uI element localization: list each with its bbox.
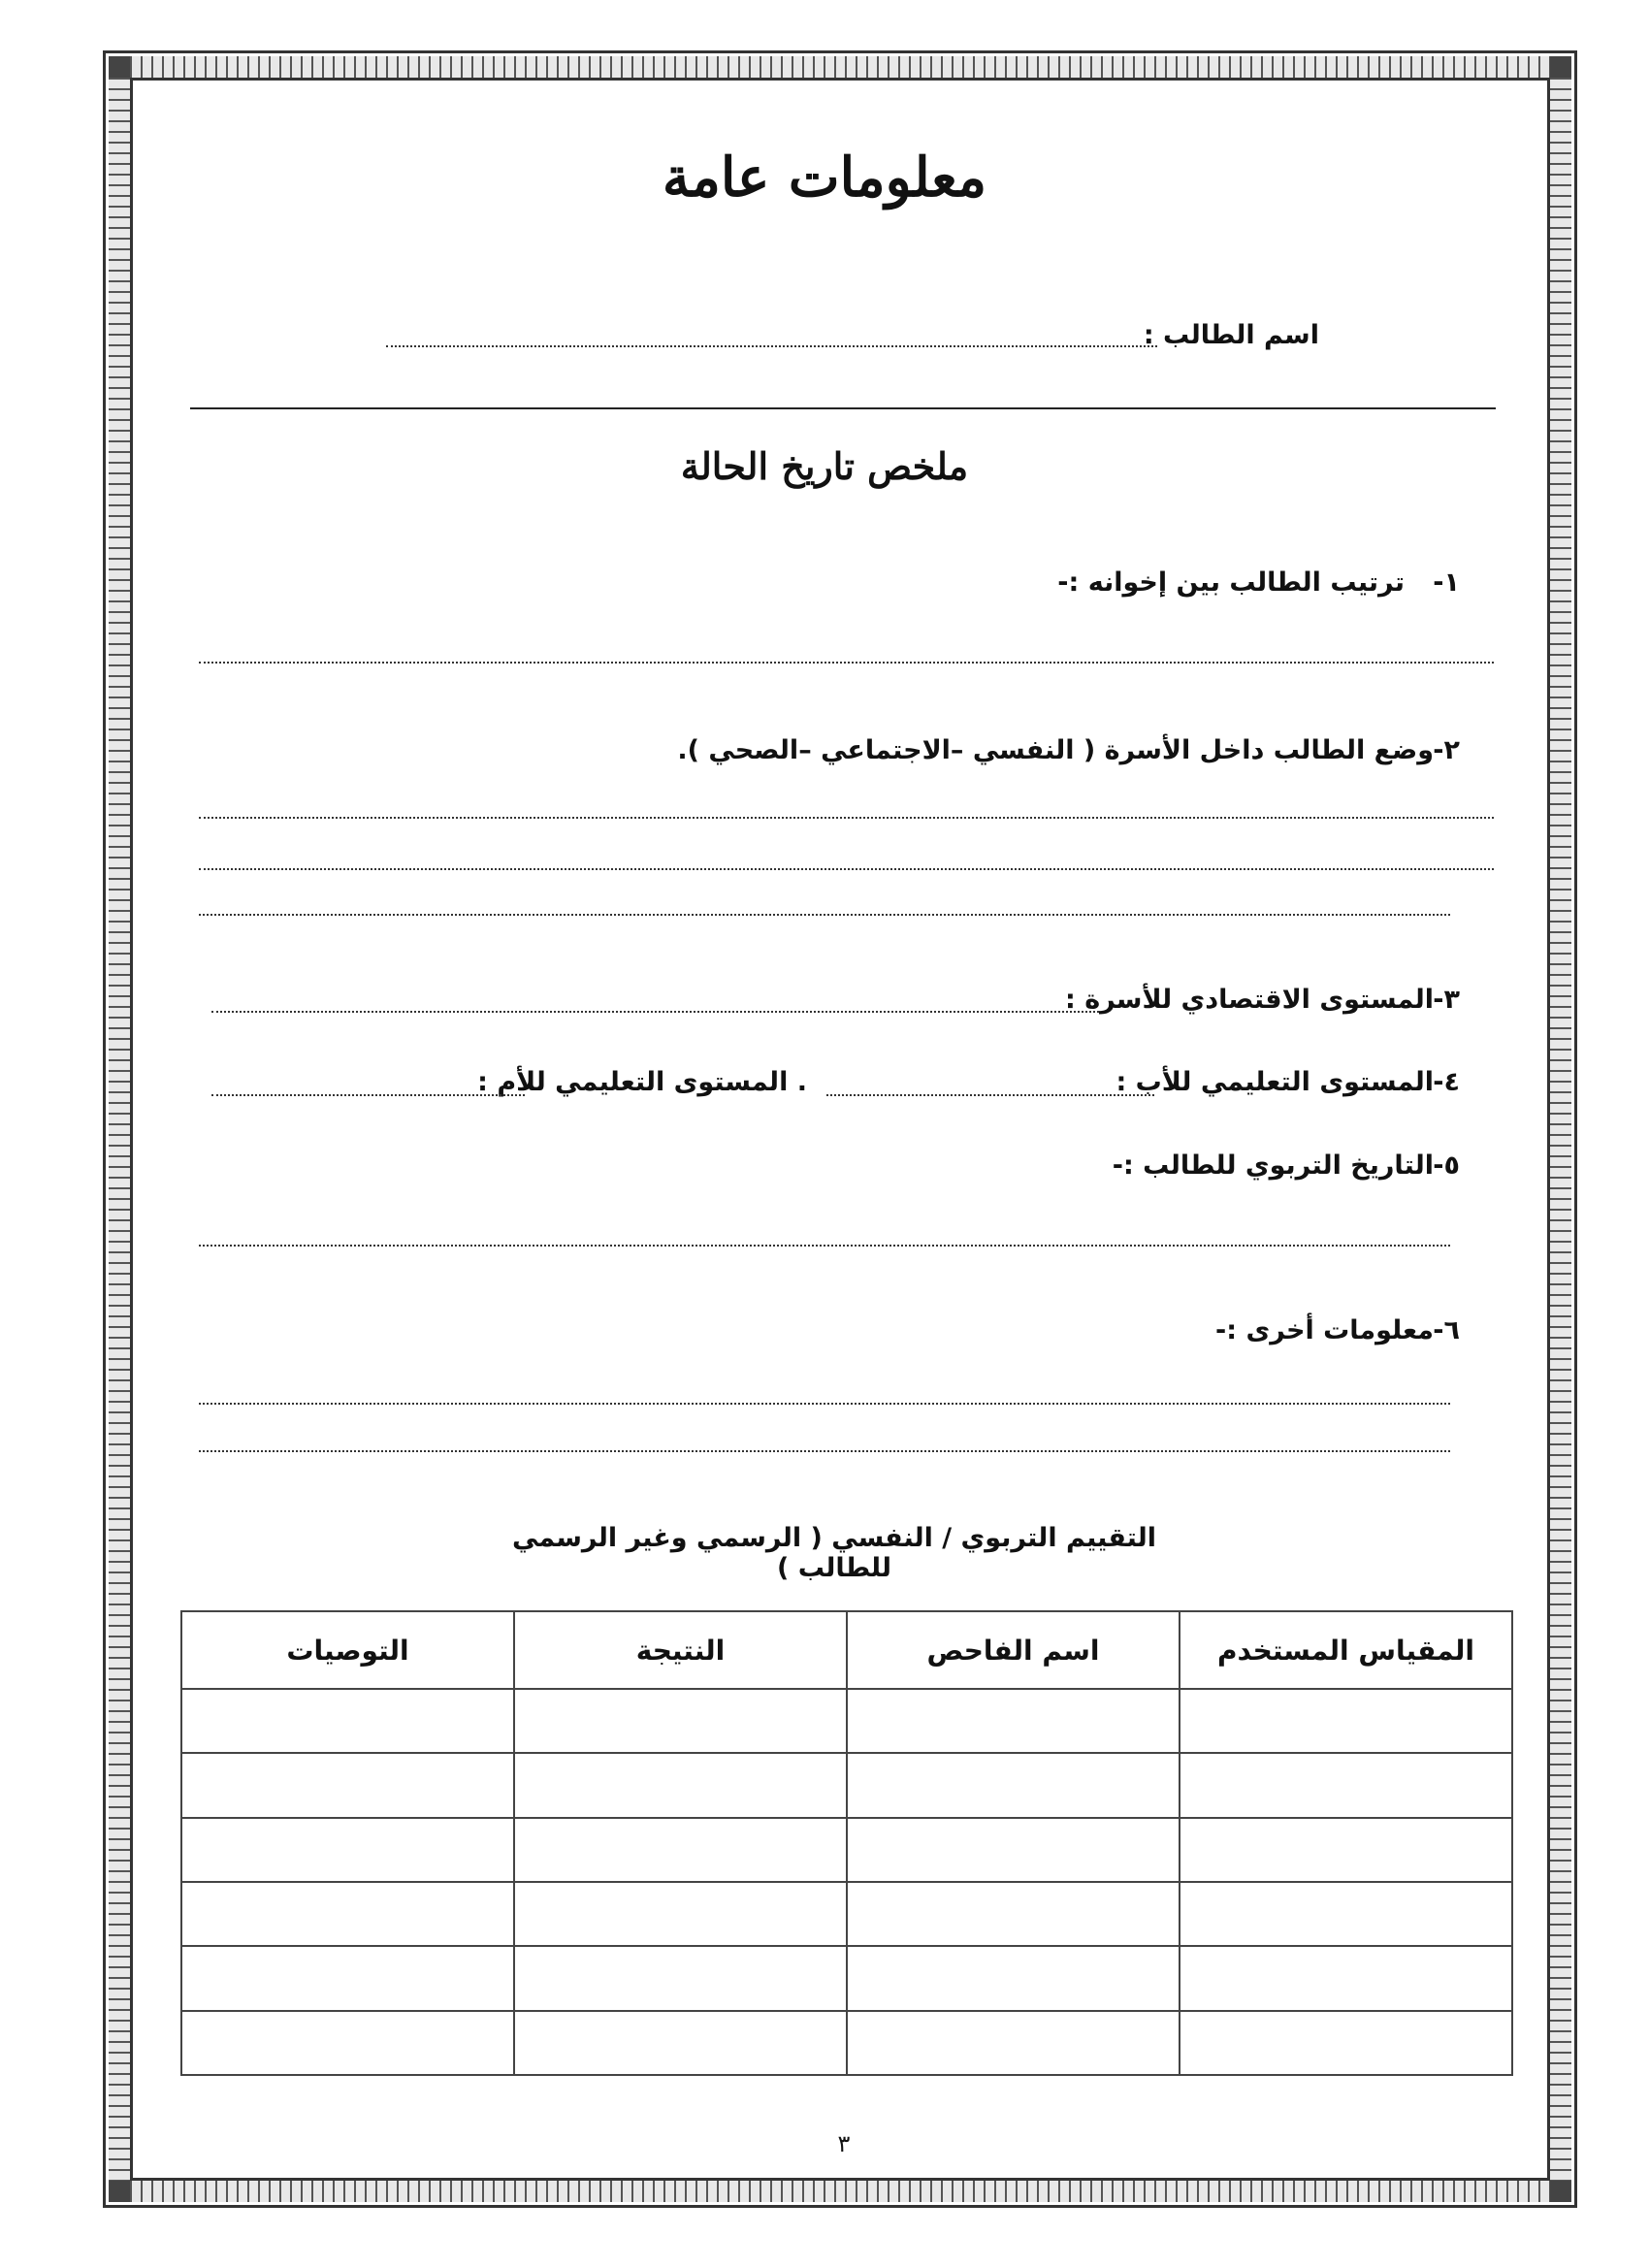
item-number: ٦- [1433,1315,1460,1345]
family-status-field-3[interactable] [199,914,1450,916]
educational-history-field[interactable] [199,1245,1450,1247]
father-education-field[interactable] [826,1094,1154,1096]
table-cell[interactable] [1180,1689,1512,1753]
sibling-order-field[interactable] [199,662,1494,664]
table-cell[interactable] [181,2011,514,2075]
table-cell[interactable] [847,1818,1180,1882]
item-label-other-info: معلومات أخرى :- [1215,1315,1434,1345]
table-row [181,1689,1512,1753]
table-title: التقييم التربوي / النفسي ( الرسمي وغير الرسمي للطالب ) [511,1523,1157,1583]
table-cell[interactable] [1180,1753,1512,1817]
table-cell[interactable] [514,1753,847,1817]
table-cell[interactable] [514,1689,847,1753]
table-row [181,1818,1512,1882]
student-name-field[interactable] [386,345,1157,347]
header-examiner-name: اسم الفاحص [847,1611,1180,1689]
table-cell[interactable] [181,1882,514,1946]
table-cell[interactable] [847,1946,1180,2010]
family-status-field-1[interactable] [199,817,1494,819]
other-info-field-1[interactable] [199,1403,1450,1405]
table-cell[interactable] [514,2011,847,2075]
other-info-field-2[interactable] [199,1450,1450,1452]
table-row [181,2011,1512,2075]
item-label-father-education: المستوى التعليمي للأب : [1116,1067,1434,1097]
mother-education-field[interactable] [211,1094,525,1096]
item-label-mother-education: . المستوى التعليمي للأم : [477,1067,807,1097]
item-number: ٣- [1433,985,1460,1015]
item-label-economic-level: المستوى الاقتصادي للأسرة : [1065,985,1434,1015]
table-cell[interactable] [847,2011,1180,2075]
section-title: ملخص تاريخ الحالة [680,444,969,488]
table-cell[interactable] [1180,1818,1512,1882]
item-number: ٥- [1433,1150,1460,1181]
table-cell[interactable] [514,1882,847,1946]
student-name-label: اسم الطالب : [1143,320,1319,350]
header-scale-used: المقياس المستخدم [1180,1611,1512,1689]
table-cell[interactable] [181,1689,514,1753]
table-row [181,1946,1512,2010]
item-label-family-status: وضع الطالب داخل الأسرة ( النفسي –الاجتماعي –الصحي ). [677,735,1434,765]
table-cell[interactable] [181,1818,514,1882]
page-title: معلومات عامة [662,146,987,210]
table-header-row [181,1611,1512,1689]
table-cell[interactable] [1180,1882,1512,1946]
item-number: ٤- [1433,1067,1460,1097]
divider-line [190,407,1496,409]
item-number: ١- [1433,567,1460,598]
economic-level-field[interactable] [211,1011,1099,1013]
evaluation-table [180,1610,1513,2076]
page-number: ٣ [837,2130,851,2157]
table-row [181,1753,1512,1817]
table-cell[interactable] [847,1689,1180,1753]
table-cell[interactable] [847,1882,1180,1946]
table-cell[interactable] [514,1818,847,1882]
header-result: النتيجة [514,1611,847,1689]
table-cell[interactable] [181,1753,514,1817]
family-status-field-2[interactable] [199,868,1494,870]
table-cell[interactable] [847,1753,1180,1817]
item-number: ٢- [1433,735,1460,765]
table-row [181,1882,1512,1946]
table-cell[interactable] [1180,1946,1512,2010]
item-label-sibling-order: ترتيب الطالب بين إخوانه :- [1057,567,1405,598]
header-recommendations: التوصيات [181,1611,514,1689]
item-label-educational-history: التاريخ التربوي للطالب :- [1112,1150,1434,1181]
table-cell[interactable] [181,1946,514,2010]
table-cell[interactable] [514,1946,847,2010]
table-cell[interactable] [1180,2011,1512,2075]
